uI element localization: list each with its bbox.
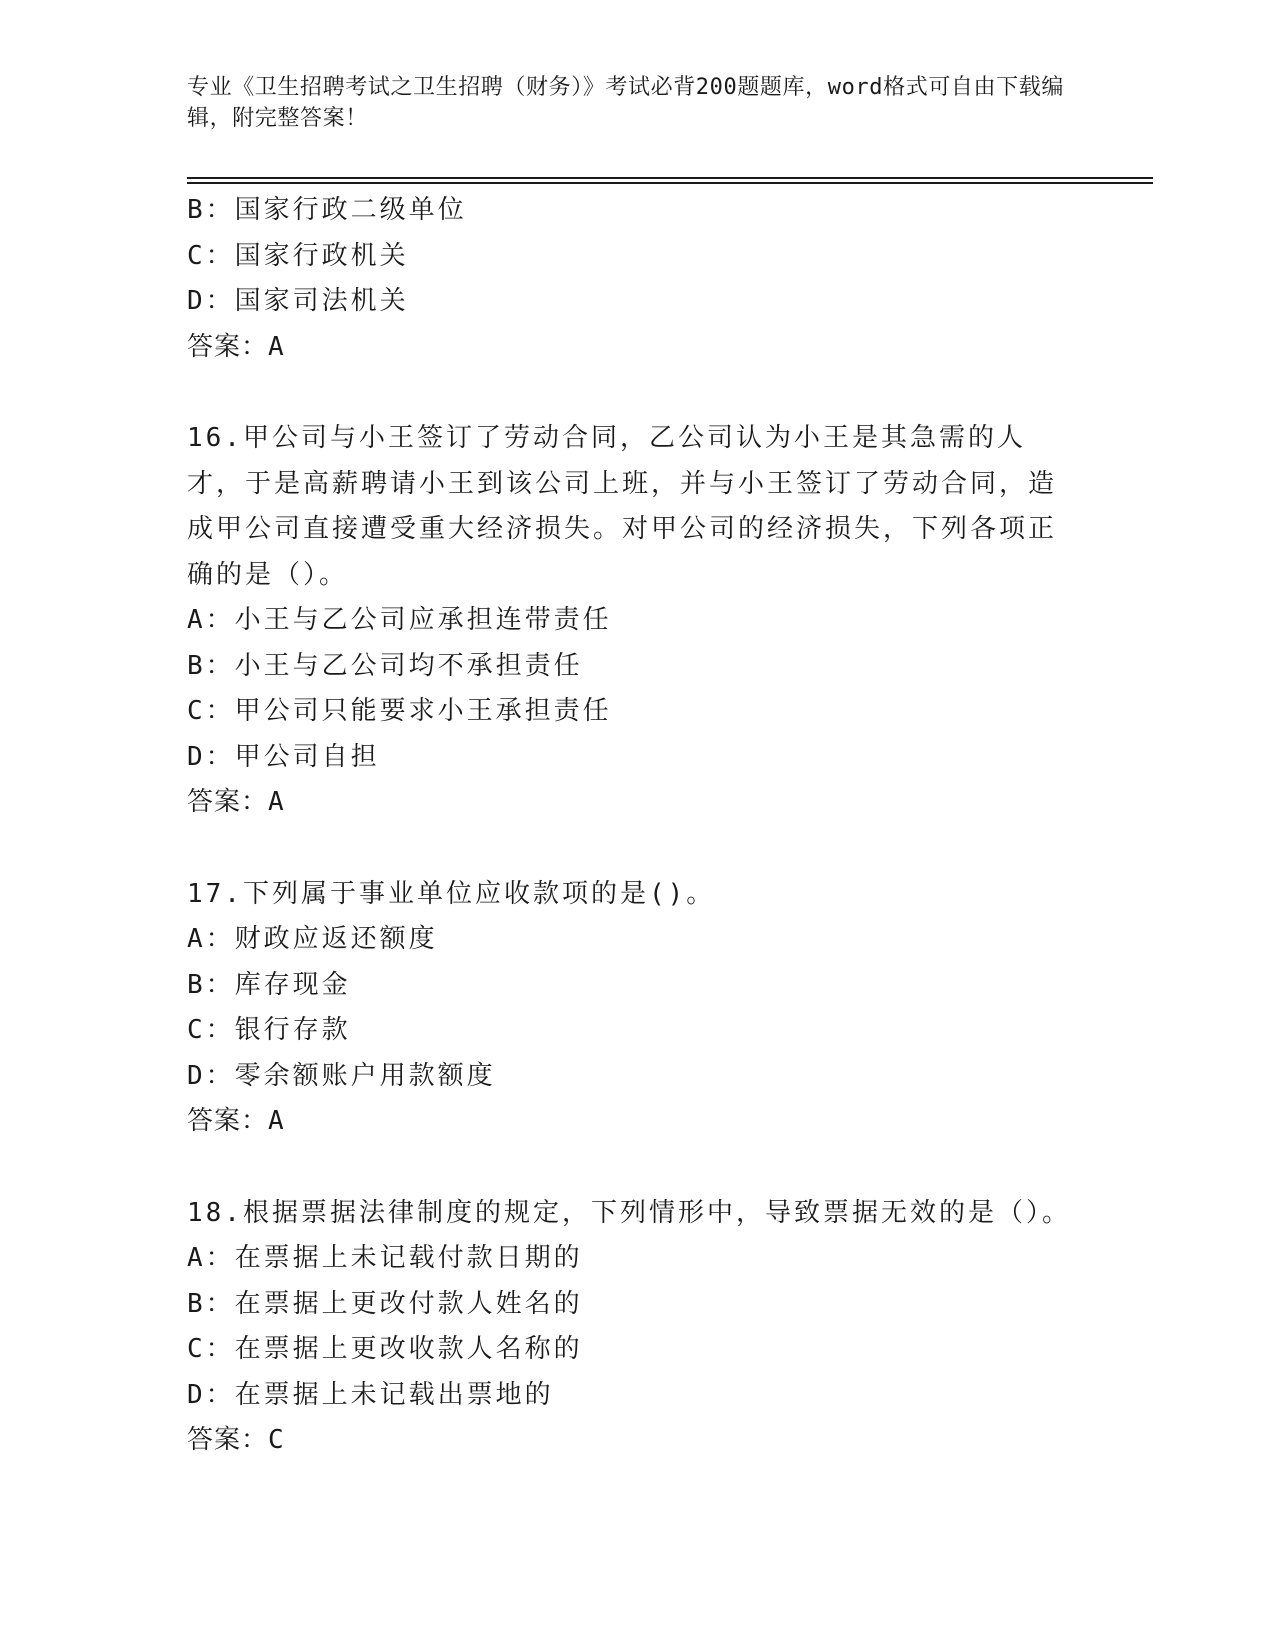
option-c: C：甲公司只能要求小王承担责任	[187, 696, 612, 726]
answer: 答案：A	[187, 787, 285, 817]
answer: 答案：A	[187, 1106, 285, 1136]
option-a: A：小王与乙公司应承担连带责任	[187, 605, 612, 635]
question-text: 18.根据票据法律制度的规定，下列情形中，导致票据无效的是（）。	[187, 1197, 1071, 1228]
option-a: A：在票据上未记载付款日期的	[187, 1243, 583, 1273]
option-b: B：在票据上更改付款人姓名的	[187, 1288, 583, 1319]
answer: 答案：A	[187, 331, 285, 362]
option-b: B：小王与乙公司均不承担责任	[187, 650, 583, 681]
spacer	[187, 370, 1087, 416]
option-d: D：甲公司自担	[187, 741, 380, 772]
option-b: B：库存现金	[187, 969, 351, 1000]
question-text: 17.下列属于事业单位应收款项的是()。	[187, 878, 716, 909]
option-d: D：在票据上未记载出票地的	[187, 1379, 554, 1410]
question-15	[187, 188, 1087, 370]
option-c: C：银行存款	[187, 1015, 351, 1045]
question-18	[187, 1191, 1087, 1464]
option-c: C：在票据上更改收款人名称的	[187, 1334, 583, 1364]
spacer	[187, 1145, 1087, 1191]
question-text: 16.甲公司与小王签订了劳动合同，乙公司认为小王是其急需的人才，于是高薪聘请小王到该公司上班，并与小王签订了劳动合同，造成甲公司直接遭受重大经济损失。对甲公司的经济损失，下列各项正确的是（）。	[187, 423, 1058, 590]
document-title: 专业《卫生招聘考试之卫生招聘（财务）》考试必背200题题库，word格式可自由下载编辑，附完整答案！	[187, 75, 1064, 131]
question-17	[187, 872, 1087, 1145]
option-c: C：国家行政机关	[187, 240, 409, 271]
option-d: D：国家司法机关	[187, 286, 409, 316]
option-b: B：国家行政二级单位	[187, 195, 467, 225]
option-d: D：零余额账户用款额度	[187, 1060, 496, 1091]
answer: 答案：C	[187, 1425, 285, 1455]
spacer	[187, 826, 1087, 872]
question-16	[187, 416, 1087, 826]
header-divider-bottom	[187, 182, 1153, 184]
question-list	[187, 188, 1087, 1464]
header-divider-top	[187, 177, 1153, 179]
option-a: A：财政应返还额度	[187, 924, 438, 954]
